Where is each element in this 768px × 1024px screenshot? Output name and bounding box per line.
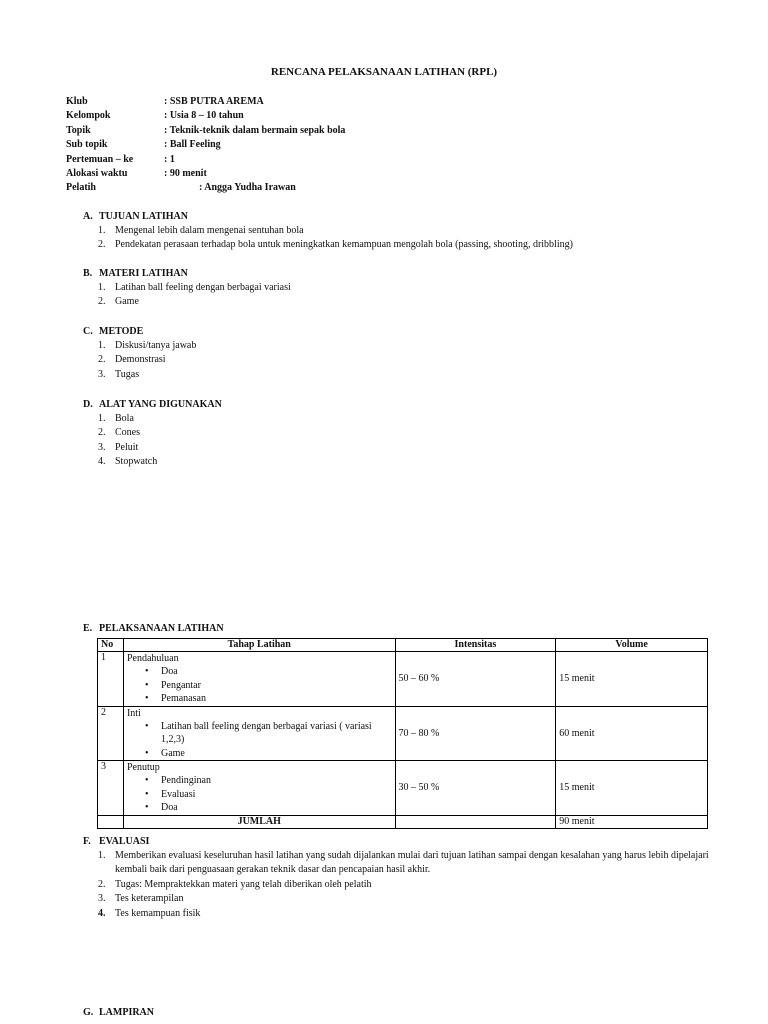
section-title: LAMPIRAN	[99, 1007, 154, 1018]
list-number: 4.	[98, 456, 106, 468]
intensity-cell: 50 – 60 %	[395, 652, 556, 707]
bullet-list	[144, 720, 392, 761]
numbered-list	[98, 412, 222, 470]
section-heading	[83, 209, 573, 224]
list-item-text: Demonstrasi	[115, 354, 166, 366]
list-number: 2.	[98, 878, 106, 890]
list-item-text: Pendekatan perasaan terhadap bola untuk meningkatkan kemampuan mengolah bola (passing, shooting, dribbling)	[115, 239, 573, 251]
numbered-list	[98, 339, 196, 382]
section-title: PELAKSANAAN LATIHAN	[99, 623, 224, 634]
list-item-text: Tugas	[115, 368, 140, 380]
info-label: Pertemuan – ke	[66, 153, 134, 165]
volume-cell: 15 menit	[556, 761, 708, 816]
list-number: 1.	[98, 225, 106, 236]
list-item	[98, 281, 291, 295]
list-number: 3.	[98, 893, 106, 905]
empty-cell	[395, 815, 556, 828]
table-row	[98, 706, 708, 761]
list-item-text: Diskusi/tanya jawab	[115, 340, 197, 351]
numbered-list	[98, 849, 713, 921]
table-row	[98, 761, 708, 816]
bullet-text: Pemanasan	[160, 693, 206, 704]
list-item-text: Mengenal lebih dalam mengenai sentuhan bola	[115, 225, 304, 236]
list-item	[98, 224, 573, 238]
bullet-glyph: •	[144, 666, 149, 677]
list-number: 2.	[98, 354, 106, 366]
list-item-text: Tes kemampuan fisik	[115, 907, 201, 919]
bullet-item	[144, 788, 392, 802]
row-number: 3	[98, 761, 124, 816]
info-value: : Teknik-teknik dalam bermain sepak bola	[164, 124, 346, 136]
bullet-text: Doa	[160, 802, 178, 813]
section-letter: A.	[83, 211, 93, 222]
bullet-list	[144, 774, 392, 815]
list-item	[98, 892, 713, 906]
bullet-item	[144, 679, 392, 693]
info-value: : Ball Feeling	[164, 139, 221, 151]
list-item-text: Latihan ball feeling dengan berbagai variasi	[115, 282, 291, 293]
column-header: Tahap Latihan	[123, 639, 395, 652]
list-item	[98, 339, 196, 353]
bullet-glyph: •	[144, 788, 149, 800]
section-alat	[83, 397, 222, 470]
training-plan-table	[97, 638, 708, 829]
list-number: 4.	[98, 907, 106, 919]
section-letter: C.	[83, 326, 93, 337]
bullet-text: Latihan ball feeling dengan berbagai variasi ( variasi 1,2,3)	[160, 720, 372, 745]
bullet-glyph: •	[144, 775, 149, 786]
list-item	[98, 441, 222, 455]
column-header: Intensitas	[395, 639, 556, 652]
section-evaluasi	[83, 834, 713, 921]
section-heading	[83, 397, 222, 412]
info-value: : Angga Yudha Irawan	[199, 182, 296, 194]
column-header: Volume	[556, 639, 708, 652]
info-row-pertemuan	[66, 153, 345, 167]
section-materi-latihan	[83, 266, 291, 310]
stage-name: Pendahuluan	[126, 653, 179, 664]
list-item	[98, 455, 222, 469]
list-number: 3.	[98, 441, 106, 453]
section-heading	[83, 324, 196, 339]
section-letter: E.	[83, 623, 93, 634]
stage-cell	[123, 761, 395, 816]
section-lampiran	[83, 1005, 154, 1020]
list-number: 1.	[98, 340, 106, 351]
list-item-text: Tes keterampilan	[115, 893, 184, 905]
volume-cell: 15 menit	[556, 652, 708, 707]
info-row-topik	[66, 124, 345, 138]
list-item	[98, 878, 713, 892]
column-header: No	[98, 639, 124, 652]
bullet-glyph: •	[144, 720, 149, 732]
list-item	[98, 849, 713, 878]
list-item-text: Peluit	[115, 441, 139, 453]
bullet-item	[144, 801, 392, 815]
info-row-klub	[66, 95, 345, 109]
section-title: METODE	[99, 326, 144, 337]
section-title: MATERI LATIHAN	[99, 268, 188, 279]
list-item	[98, 907, 713, 921]
list-item-text: Tugas: Mempraktekkan materi yang telah diberikan oleh pelatih	[115, 878, 372, 890]
info-label: Alokasi waktu	[66, 167, 128, 179]
info-row-pelatih	[66, 181, 345, 195]
bullet-item	[144, 692, 392, 706]
section-tujuan-latihan	[83, 209, 573, 253]
list-item-text: Memberikan evaluasi keseluruhan hasil latihan yang sudah dijalankan mulai dari tujuan latihan sampai dengan kesalahan yang harus lebih dipelajari kembali baik dari penguasaan gerakan teknik dasar dan pencapaian hasil akhir.	[115, 850, 709, 876]
list-number: 1.	[98, 282, 106, 293]
total-label: JUMLAH	[123, 815, 395, 828]
bullet-item	[144, 665, 392, 679]
section-letter: D.	[83, 399, 93, 410]
list-item	[98, 295, 291, 309]
list-item	[98, 353, 196, 367]
list-item-text: Game	[115, 296, 139, 308]
list-item-text: Stopwatch	[115, 456, 158, 468]
bullet-text: Doa	[160, 666, 178, 677]
volume-cell: 60 menit	[556, 706, 708, 761]
document-title: RENCANA PELAKSANAAN LATIHAN (RPL)	[270, 66, 498, 78]
list-number: 1.	[98, 850, 106, 861]
info-value: : 1	[164, 153, 175, 165]
table-total-row	[98, 815, 708, 828]
bullet-list	[144, 665, 392, 706]
info-value: : 90 menit	[164, 167, 207, 179]
row-number: 2	[98, 706, 124, 761]
bullet-item	[144, 747, 392, 761]
bullet-text: Game	[160, 747, 185, 759]
bullet-glyph: •	[144, 802, 149, 813]
info-label: Kelompok	[66, 110, 111, 122]
info-value: : Usia 8 – 10 tahun	[164, 110, 244, 122]
list-number: 2.	[98, 296, 106, 308]
section-letter: G.	[83, 1007, 94, 1018]
bullet-text: Evaluasi	[160, 788, 196, 800]
list-item	[98, 426, 222, 440]
info-block	[66, 95, 345, 196]
bullet-glyph: •	[144, 747, 149, 759]
empty-cell	[98, 815, 124, 828]
info-row-subtopik	[66, 138, 345, 152]
section-letter: B.	[83, 268, 93, 279]
info-row-kelompok	[66, 109, 345, 123]
list-item	[98, 412, 222, 426]
stage-name: Penutup	[126, 762, 160, 773]
list-item-text: Cones	[115, 427, 140, 439]
bullet-item	[144, 720, 392, 747]
info-label: Pelatih	[66, 182, 96, 194]
numbered-list	[98, 281, 291, 310]
bullet-item	[144, 774, 392, 788]
section-metode	[83, 324, 196, 382]
table-header-row	[98, 639, 708, 652]
section-title: TUJUAN LATIHAN	[99, 211, 188, 222]
list-number: 3.	[98, 368, 106, 380]
table-row	[98, 652, 708, 707]
info-label: Klub	[66, 96, 88, 107]
total-volume: 90 menit	[556, 815, 708, 828]
section-heading	[83, 1005, 154, 1020]
intensity-cell: 70 – 80 %	[395, 706, 556, 761]
list-item-text: Bola	[115, 413, 134, 424]
bullet-glyph: •	[144, 693, 149, 704]
intensity-cell: 30 – 50 %	[395, 761, 556, 816]
bullet-glyph: •	[144, 679, 149, 691]
info-label: Topik	[66, 124, 91, 136]
row-number: 1	[98, 652, 124, 707]
bullet-text: Pengantar	[160, 679, 201, 691]
info-value: : SSB PUTRA AREMA	[164, 96, 264, 107]
stage-cell	[123, 706, 395, 761]
section-heading	[83, 621, 224, 636]
info-row-alokasi	[66, 167, 345, 181]
info-label: Sub topik	[66, 139, 108, 151]
section-letter: F.	[83, 836, 91, 847]
section-pelaksanaan	[83, 621, 224, 636]
bullet-text: Pendinginan	[160, 775, 211, 786]
numbered-list	[98, 224, 573, 253]
section-title: ALAT YANG DIGUNAKAN	[99, 399, 222, 410]
list-number: 2.	[98, 427, 106, 439]
stage-cell	[123, 652, 395, 707]
list-number: 1.	[98, 413, 106, 424]
stage-name: Inti	[126, 707, 141, 719]
section-title: EVALUASI	[99, 836, 150, 847]
section-heading	[83, 266, 291, 281]
section-heading	[83, 834, 713, 849]
list-item	[98, 238, 573, 252]
list-item	[98, 368, 196, 382]
list-number: 2.	[98, 239, 106, 251]
